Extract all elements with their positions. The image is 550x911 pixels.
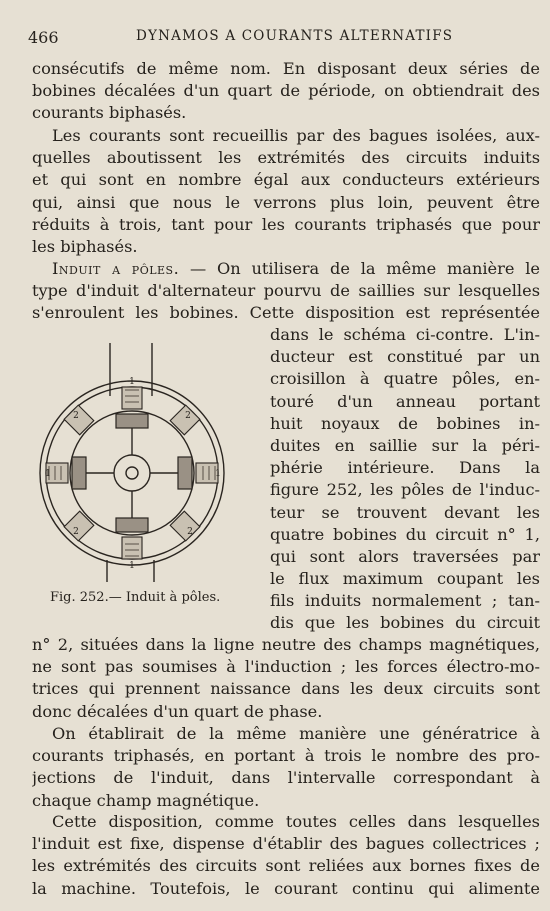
text-line: courants biphasés.	[32, 103, 187, 123]
text-line: la machine. Toutefois, le courant continu qui alimente	[32, 878, 540, 898]
figure-252	[32, 338, 268, 618]
text-line: dans le schéma ci-contre. L'in-	[270, 325, 540, 344]
text-line: le flux maximum coupant les	[270, 569, 540, 589]
text-line: et qui sont en nombre égal aux conducteurs extérieurs	[32, 170, 540, 190]
coil-label: 2	[187, 527, 193, 537]
paragraph-5	[32, 811, 540, 900]
text-line: ducteur est constitué par un	[270, 347, 540, 367]
coil-label: 1	[129, 377, 135, 387]
text-line: trices qui prennent naissance dans les deux circuits sont	[32, 679, 540, 699]
text-line: l'induit est fixe, dispense d'établir des bagues collectrices ;	[32, 834, 540, 854]
text-line: ne sont pas soumises à l'induction ; les forces électro-mo-	[32, 657, 540, 677]
text-line: figure 252, les pôles de l'induc-	[270, 480, 540, 500]
text-line: jections de l'induit, dans l'intervalle correspondant à	[32, 768, 540, 788]
text-line: courants triphasés, en portant à trois le nombre des pro-	[32, 746, 540, 766]
text-line: type d'induit d'alternateur pourvu de saillies sur lesquelles	[32, 281, 540, 301]
coil-label: 1	[45, 469, 51, 479]
paragraph-2	[32, 125, 540, 258]
text-line: n° 2, situées dans la ligne neutre des champs magnétiques,	[32, 635, 540, 654]
text-line: Les courants sont recueillis par des bagues isolées, aux-	[52, 126, 540, 145]
text-line: s'enroulent les bobines. Cette disposition est représentée	[32, 303, 540, 323]
text-line: les biphasés.	[32, 236, 138, 256]
heading-continuation: — On utilisera de la même manière le	[179, 259, 540, 278]
paragraph-1	[32, 58, 540, 125]
paragraph-3	[32, 258, 540, 325]
text-line: touré d'un anneau portant	[270, 391, 540, 411]
page-header	[28, 26, 524, 50]
text-line: duites en saillie sur la péri-	[270, 435, 540, 455]
running-title: DYNAMOS A COURANTS ALTERNATIFS	[136, 28, 454, 44]
coil-label: 1	[129, 561, 135, 571]
text-line: qui, ainsi que nous le verrons plus loin, peuvent être	[32, 192, 540, 212]
text-line: qui sont alors traversées par	[270, 546, 540, 566]
coil-label: 1	[215, 469, 221, 479]
text-line	[32, 258, 540, 280]
text-line: donc décalées d'un quart de phase.	[32, 701, 323, 721]
text-line: dis que les bobines du circuit	[270, 613, 540, 633]
coil-label: 2	[73, 527, 79, 537]
figure-caption: Fig. 252.— Induit à pôles.	[50, 590, 221, 605]
text-line: réduits à trois, tant pour les courants triphasés que pour	[32, 214, 540, 234]
coil-label: 2	[73, 411, 79, 421]
page-number: 466	[28, 28, 59, 47]
text-line: les extrémités des circuits sont reliées aux bornes fixes de	[32, 856, 540, 876]
text-line: consécutifs de même nom. En disposant deux séries de	[32, 59, 540, 78]
text-line: On établirait de la même manière une génératrice à	[52, 724, 540, 743]
text-line: teur se trouvent devant les	[270, 502, 540, 522]
induit-diagram	[32, 338, 268, 588]
text-line: huit noyaux de bobines in-	[270, 413, 540, 433]
text-line: fils induits normalement ; tan-	[270, 591, 540, 611]
paragraph-4	[32, 723, 540, 812]
text-line: bobines décalées d'un quart de période, on obtiendrait des	[32, 81, 540, 101]
text-line: croisillon à quatre pôles, en-	[270, 369, 540, 389]
text-line: phérie intérieure. Dans la	[270, 458, 540, 478]
text-line: Cette disposition, comme toutes celles dans lesquelles	[52, 812, 540, 831]
text-line: quelles aboutissent les extrémités des circuits induits	[32, 148, 540, 168]
paragraph-3-side	[270, 324, 540, 635]
section-heading: Induit a pôles.	[52, 259, 180, 278]
coil-label: 2	[185, 411, 191, 421]
paragraph-3-continued	[32, 634, 540, 723]
text-line: quatre bobines du circuit n° 1,	[270, 524, 540, 544]
text-line: chaque champ magnétique.	[32, 790, 260, 810]
